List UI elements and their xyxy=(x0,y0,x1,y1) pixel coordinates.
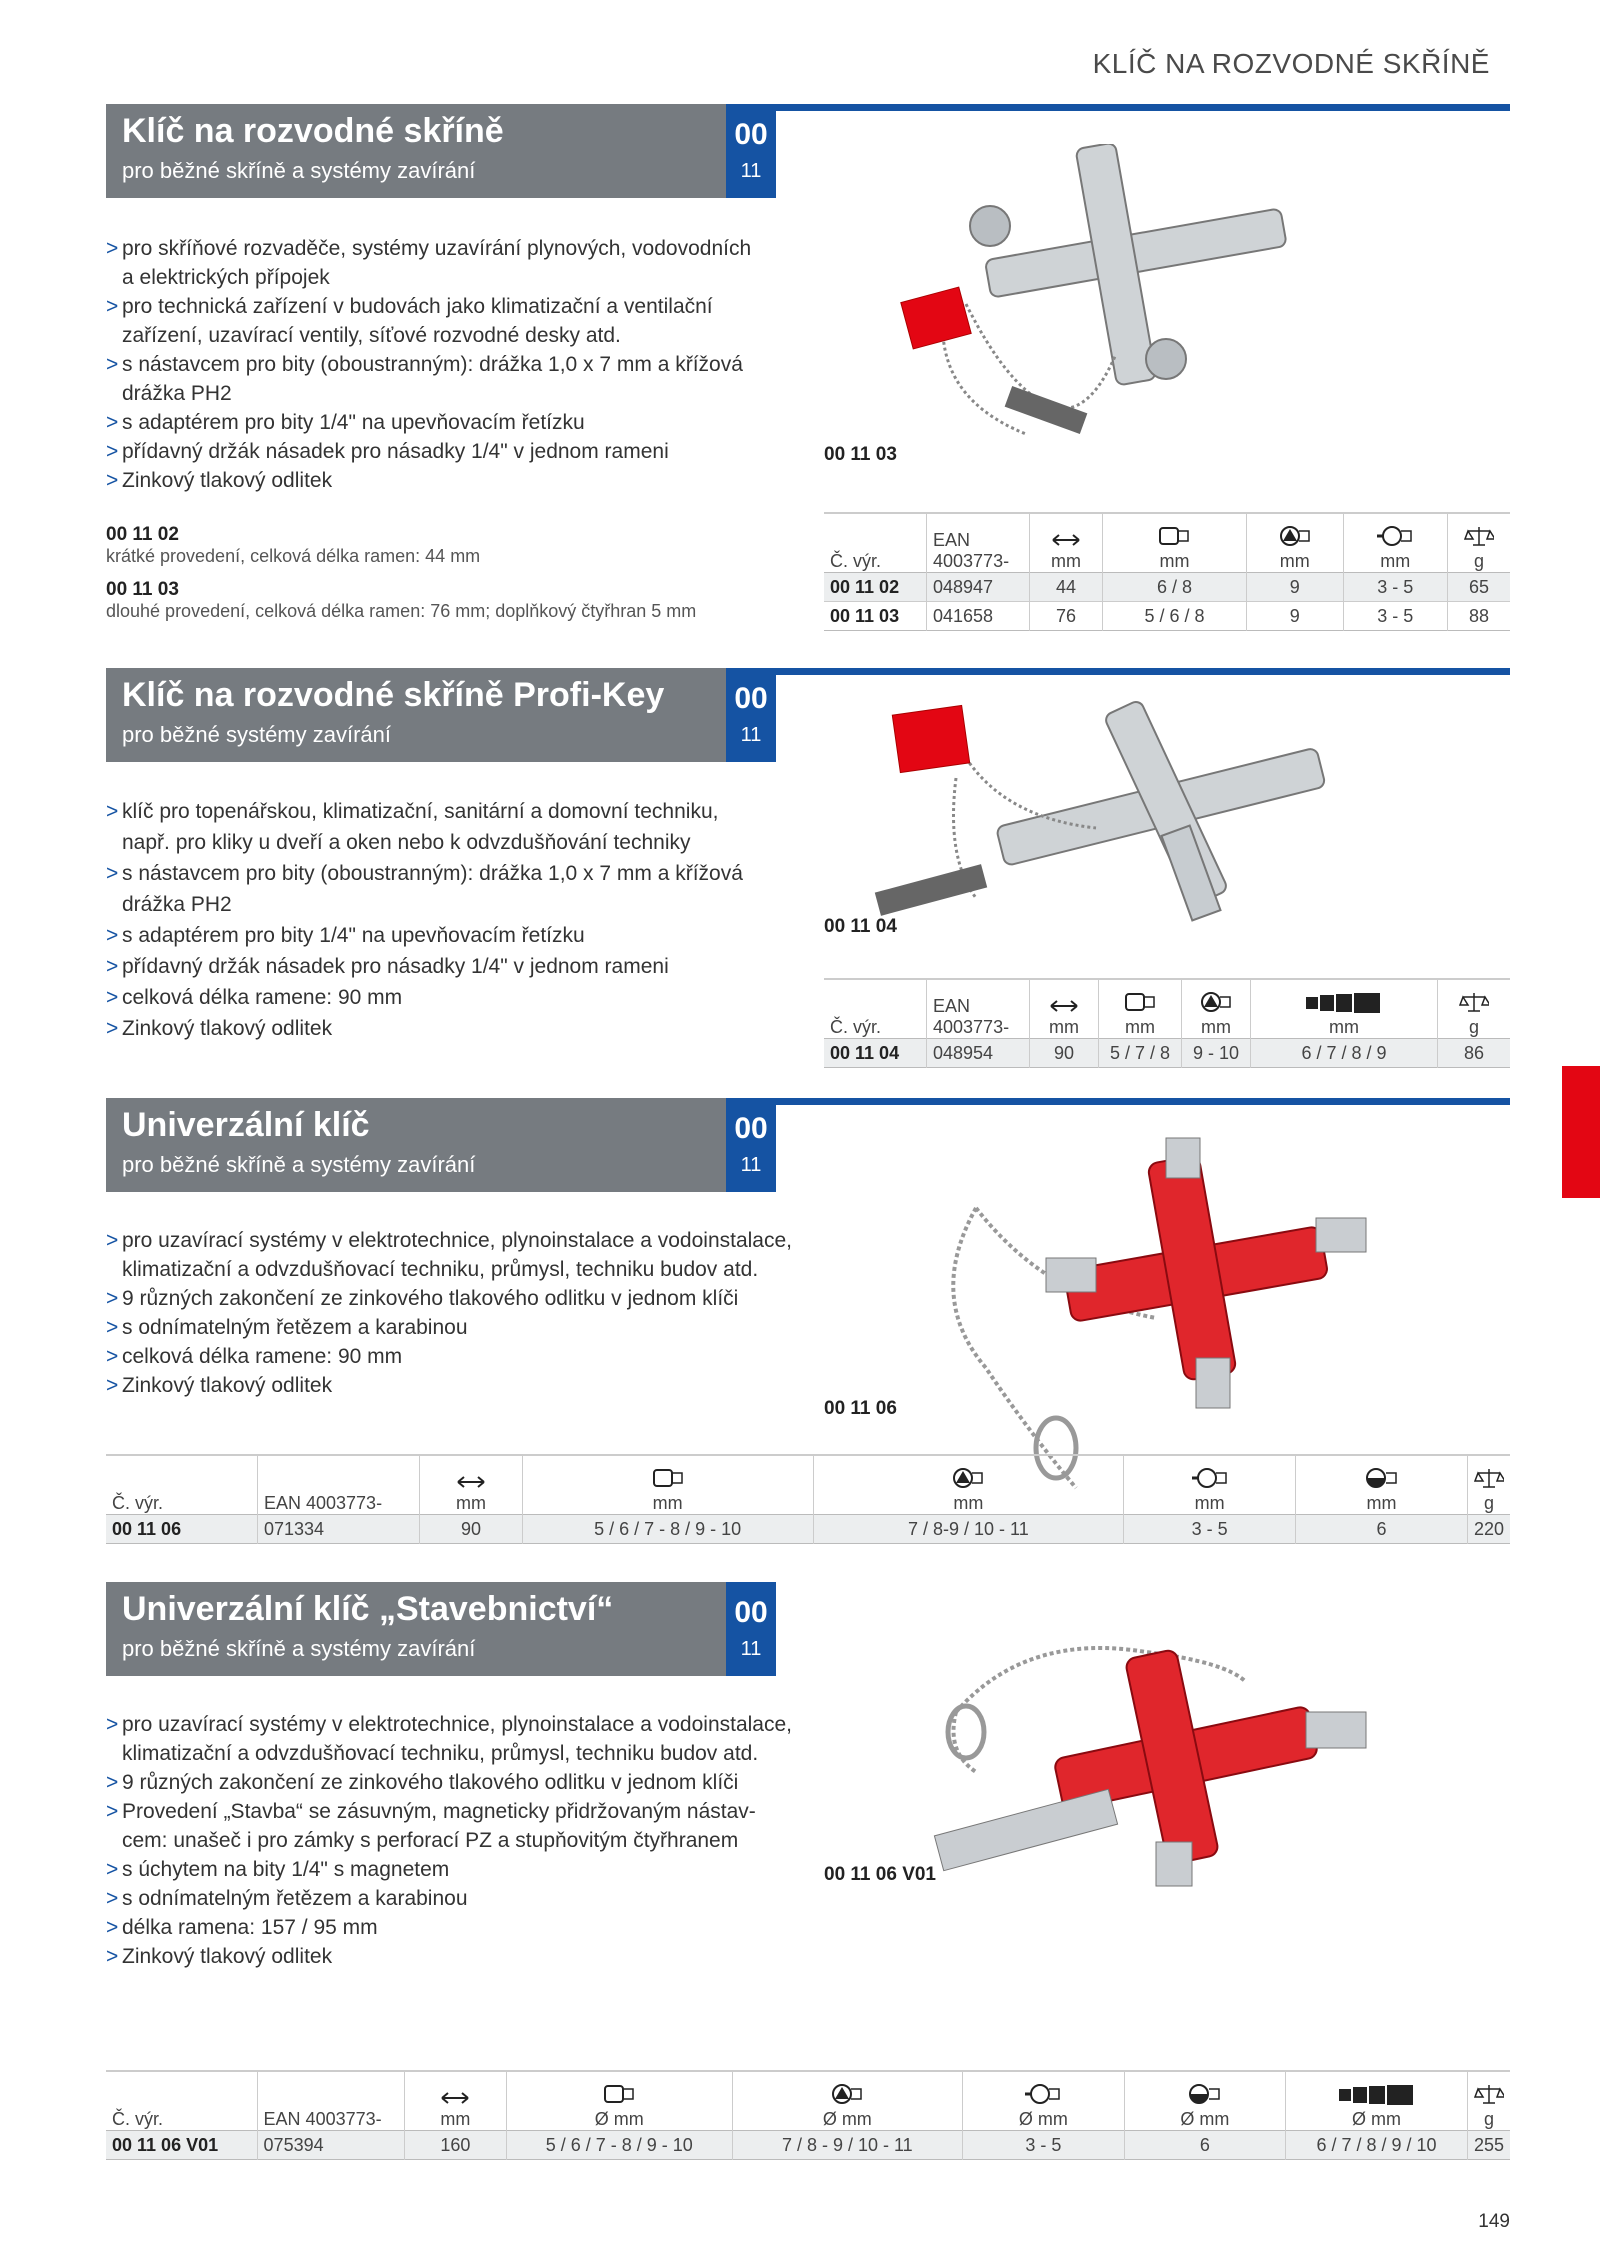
variant-list xyxy=(106,524,696,634)
table-cell: 90 xyxy=(420,1515,522,1544)
col-header: mm xyxy=(1246,513,1343,573)
col-header: Ø mm xyxy=(963,2071,1125,2131)
table-cell: 5 / 7 / 8 xyxy=(1099,1039,1182,1068)
feature-item: > klíč pro topenářskou, klimatizační, sanitární a domovní techniku, např. pro kliky u dveří a oken nebo k odvzdušňování techniky xyxy=(106,796,766,858)
table-cell: 075394 xyxy=(257,2131,404,2160)
table-cell: 048947 xyxy=(927,573,1030,602)
section-title-bar xyxy=(106,668,726,762)
col-header: EAN 4003773- xyxy=(257,1455,419,1515)
table-row xyxy=(824,602,1510,631)
image-code: 00 11 04 xyxy=(824,916,897,937)
col-header: mm xyxy=(1296,1455,1468,1515)
table-cell: 90 xyxy=(1030,1039,1099,1068)
col-header: Č. výr. xyxy=(112,1493,164,1513)
table-row xyxy=(106,1515,1510,1544)
col-header: g xyxy=(1448,513,1511,573)
table-cell: 048954 xyxy=(927,1039,1030,1068)
section-divider xyxy=(726,104,1510,111)
feature-item: > Zinkový tlakový odlitek xyxy=(106,1942,796,1971)
col-header: mm xyxy=(813,1455,1124,1515)
section-subtitle: pro běžné skříně a systémy zavírání xyxy=(122,1636,476,1661)
image-code: 00 11 03 xyxy=(824,444,897,465)
group-code-box xyxy=(726,668,776,762)
feature-item: > s odnímatelným řetězem a karabinou xyxy=(106,1313,796,1342)
table-cell: 5 / 6 / 7 - 8 / 9 - 10 xyxy=(522,1515,813,1544)
length-icon xyxy=(456,1475,486,1489)
section-title-bar xyxy=(106,1098,726,1192)
feature-list xyxy=(106,1226,796,1400)
table-cell: 7 / 8 - 9 / 10 - 11 xyxy=(732,2131,963,2160)
col-header: mm xyxy=(404,2071,506,2131)
section-title: Univerzální klíč „Stavebnictví“ xyxy=(122,1590,614,1628)
group-code-top: 00 xyxy=(734,118,768,151)
triangle-key-icon xyxy=(1198,991,1234,1013)
table-cell: 6 xyxy=(1124,2131,1285,2160)
image-code: 00 11 06 V01 xyxy=(824,1864,936,1885)
col-header: EAN 4003773- xyxy=(257,2071,404,2131)
table-cell: 6 / 7 / 8 / 9 / 10 xyxy=(1286,2131,1468,2160)
group-code-box xyxy=(726,1098,776,1192)
table-cell: 6 / 8 xyxy=(1103,573,1247,602)
product-image-key-cross xyxy=(886,144,1426,454)
table-cell: 00 11 06 xyxy=(106,1515,257,1544)
table-cell: 00 11 04 xyxy=(824,1039,927,1068)
table-cell: 5 / 6 / 8 xyxy=(1103,602,1247,631)
spec-table xyxy=(824,512,1510,631)
weight-scale-icon xyxy=(1459,991,1489,1013)
feature-item: > pro technická zařízení v budovách jako klimatizační a ventilační zařízení, uzavírací ventily, síťové rozvodné desky atd. xyxy=(106,292,766,350)
square-key-icon xyxy=(1122,991,1158,1013)
chapter-tab xyxy=(1562,1066,1600,1198)
section-title-bar xyxy=(106,104,726,198)
group-code-top: 00 xyxy=(734,682,768,715)
triangle-key-icon xyxy=(1277,525,1313,547)
table-cell: 00 11 03 xyxy=(824,602,927,631)
image-code: 00 11 06 xyxy=(824,1398,897,1419)
group-code-box xyxy=(726,104,776,198)
square-key-icon xyxy=(650,1467,686,1489)
table-cell: 88 xyxy=(1448,602,1511,631)
table-cell: 071334 xyxy=(257,1515,419,1544)
square-key-icon xyxy=(1156,525,1192,547)
feature-item: > pro skříňové rozvaděče, systémy uzavírání plynových, vodovodních a elektrických přípojek xyxy=(106,234,766,292)
col-header: mm xyxy=(1103,513,1247,573)
page-number: 149 xyxy=(1478,2211,1510,2232)
feature-item: > 9 různých zakončení ze zinkového tlakového odlitku v jednom klíči xyxy=(106,1768,796,1797)
col-header: mm xyxy=(1030,513,1103,573)
table-cell: 6 xyxy=(1296,1515,1468,1544)
col-header: mm xyxy=(420,1455,522,1515)
table-cell: 6 / 7 / 8 / 9 xyxy=(1251,1039,1438,1068)
feature-list xyxy=(106,796,766,1044)
section-klic-rozvodne-skrine xyxy=(106,104,1510,644)
triangle-key-icon xyxy=(950,1467,986,1489)
section-title-bar xyxy=(106,1582,726,1676)
spec-table xyxy=(106,2070,1510,2160)
square-key-icon xyxy=(601,2083,637,2105)
feature-item: > s odnímatelným řetězem a karabinou xyxy=(106,1884,796,1913)
variant-desc: krátké provedení, celková délka ramen: 44 mm xyxy=(106,546,481,566)
variant-code: 00 11 02 xyxy=(106,524,179,545)
col-header: EAN 4003773- xyxy=(927,513,1030,573)
length-icon xyxy=(440,2091,470,2105)
feature-item: > s nástavcem pro bity (oboustranným): drážka 1,0 x 7 mm a křížová drážka PH2 xyxy=(106,350,766,408)
section-title: Klíč na rozvodné skříně xyxy=(122,112,504,150)
col-header: mm xyxy=(1343,513,1447,573)
col-header: Ø mm xyxy=(1286,2071,1468,2131)
feature-list xyxy=(106,234,766,495)
product-image-universal-key xyxy=(896,1118,1396,1498)
col-header: Ø mm xyxy=(732,2071,963,2131)
length-icon xyxy=(1049,999,1079,1013)
table-cell: 00 11 02 xyxy=(824,573,927,602)
group-code-top: 00 xyxy=(734,1596,768,1629)
section-univerzalni-klic-stavebnictvi xyxy=(106,1582,1510,2162)
section-univerzalni-klic xyxy=(106,1098,1510,1548)
table-cell: 3 - 5 xyxy=(1124,1515,1296,1544)
group-code-bottom: 11 xyxy=(740,1154,762,1176)
table-cell: 9 xyxy=(1246,602,1343,631)
col-header: g xyxy=(1438,979,1511,1039)
spec-table xyxy=(106,1454,1510,1544)
feature-item: > celková délka ramene: 90 mm xyxy=(106,1342,796,1371)
table-row xyxy=(106,2131,1510,2160)
section-divider xyxy=(726,668,1510,675)
table-row xyxy=(824,573,1510,602)
feature-item: > 9 různých zakončení ze zinkového tlakového odlitku v jednom klíči xyxy=(106,1284,796,1313)
col-header: mm xyxy=(522,1455,813,1515)
stepped-square-icon xyxy=(1337,2083,1417,2105)
table-cell: 76 xyxy=(1030,602,1103,631)
table-cell: 041658 xyxy=(927,602,1030,631)
section-divider xyxy=(726,1098,1510,1105)
table-cell: 3 - 5 xyxy=(963,2131,1125,2160)
group-code-bottom: 11 xyxy=(740,1638,762,1660)
col-header: mm xyxy=(1124,1455,1296,1515)
col-header: Č. výr. xyxy=(830,551,882,571)
col-header: mm xyxy=(1099,979,1182,1039)
half-round-key-icon xyxy=(1364,1467,1400,1489)
table-cell: 65 xyxy=(1448,573,1511,602)
table-cell: 44 xyxy=(1030,573,1103,602)
table-cell: 220 xyxy=(1467,1515,1510,1544)
feature-item: > s nástavcem pro bity (oboustranným): drážka 1,0 x 7 mm a křížová drážka PH2 xyxy=(106,858,766,920)
feature-item: > s adaptérem pro bity 1/4" na upevňovacím řetízku xyxy=(106,920,766,951)
section-subtitle: pro běžné systémy zavírání xyxy=(122,722,392,747)
length-icon xyxy=(1051,533,1081,547)
double-bit-key-icon xyxy=(1375,525,1415,547)
section-title: Klíč na rozvodné skříně Profi-Key xyxy=(122,676,665,714)
feature-item: > přídavný držák násadek pro násadky 1/4" v jednom rameni xyxy=(106,951,766,982)
col-header: Č. výr. xyxy=(112,2109,164,2129)
table-cell: 5 / 6 / 7 - 8 / 9 - 10 xyxy=(506,2131,732,2160)
group-code-top: 00 xyxy=(734,1112,768,1145)
col-header: g xyxy=(1467,1455,1510,1515)
section-subtitle: pro běžné skříně a systémy zavírání xyxy=(122,1152,476,1177)
feature-item: > pro uzavírací systémy v elektrotechnice, plynoinstalace a vodoinstalace, klimatizační a odvzdušňovací techniku, průmysl, techniku budov atd. xyxy=(106,1710,796,1768)
table-cell: 9 xyxy=(1246,573,1343,602)
half-round-key-icon xyxy=(1187,2083,1223,2105)
page-header: KLÍČ NA ROZVODNÉ SKŘÍNĚ xyxy=(1092,48,1490,79)
group-code-bottom: 11 xyxy=(740,160,762,182)
col-header: g xyxy=(1467,2071,1510,2131)
table-cell: 86 xyxy=(1438,1039,1511,1068)
feature-item: > Zinkový tlakový odlitek xyxy=(106,1013,766,1044)
group-code-box xyxy=(726,1582,776,1676)
table-cell: 3 - 5 xyxy=(1343,602,1447,631)
group-code-bottom: 11 xyxy=(740,724,762,746)
col-header: Č. výr. xyxy=(830,1017,882,1037)
table-row xyxy=(824,1039,1510,1068)
col-header: mm xyxy=(1182,979,1251,1039)
col-header: Ø mm xyxy=(506,2071,732,2131)
section-profi-key xyxy=(106,668,1510,1098)
weight-scale-icon xyxy=(1464,525,1494,547)
feature-list xyxy=(106,1710,796,1971)
table-cell: 255 xyxy=(1467,2131,1510,2160)
feature-item: > délka ramena: 157 / 95 mm xyxy=(106,1913,796,1942)
variant-desc: dlouhé provedení, celková délka ramen: 76 mm; doplňkový čtyřhran 5 mm xyxy=(106,601,697,621)
table-cell: 7 / 8-9 / 10 - 11 xyxy=(813,1515,1124,1544)
table-cell: 3 - 5 xyxy=(1343,573,1447,602)
triangle-key-icon xyxy=(829,2083,865,2105)
table-cell: 00 11 06 V01 xyxy=(106,2131,257,2160)
feature-item: > s úchytem na bity 1/4" s magnetem xyxy=(106,1855,796,1884)
feature-item: > pro uzavírací systémy v elektrotechnice, plynoinstalace a vodoinstalace, klimatizační a odvzdušňovací techniku, průmysl, techniku budov atd. xyxy=(106,1226,796,1284)
weight-scale-icon xyxy=(1474,2083,1504,2105)
col-header: mm xyxy=(1251,979,1438,1039)
section-title: Univerzální klíč xyxy=(122,1106,370,1144)
double-bit-key-icon xyxy=(1023,2083,1063,2105)
table-cell: 160 xyxy=(404,2131,506,2160)
double-bit-key-icon xyxy=(1190,1467,1230,1489)
product-image-profi-key xyxy=(846,698,1386,938)
stepped-square-icon xyxy=(1304,991,1384,1013)
col-header: Ø mm xyxy=(1124,2071,1285,2131)
weight-scale-icon xyxy=(1474,1467,1504,1489)
variant-code: 00 11 03 xyxy=(106,579,179,600)
feature-item: > celková délka ramene: 90 mm xyxy=(106,982,766,1013)
table-cell: 9 - 10 xyxy=(1182,1039,1251,1068)
section-subtitle: pro běžné skříně a systémy zavírání xyxy=(122,158,476,183)
spec-table xyxy=(824,978,1510,1068)
feature-item: > s adaptérem pro bity 1/4" na upevňovacím řetízku xyxy=(106,408,766,437)
col-header: mm xyxy=(1030,979,1099,1039)
feature-item: > Provedení „Stavba“ se zásuvným, magneticky přidržovaným nástav-cem: unašeč i pro zámky s perforací PZ a stupňovitým čtyřhranem xyxy=(106,1797,796,1855)
product-image-universal-key-construction xyxy=(906,1622,1406,1892)
col-header: EAN 4003773- xyxy=(927,979,1030,1039)
feature-item: > přídavný držák násadek pro násadky 1/4" v jednom rameni xyxy=(106,437,766,466)
feature-item: > Zinkový tlakový odlitek xyxy=(106,1371,796,1400)
feature-item: > Zinkový tlakový odlitek xyxy=(106,466,766,495)
